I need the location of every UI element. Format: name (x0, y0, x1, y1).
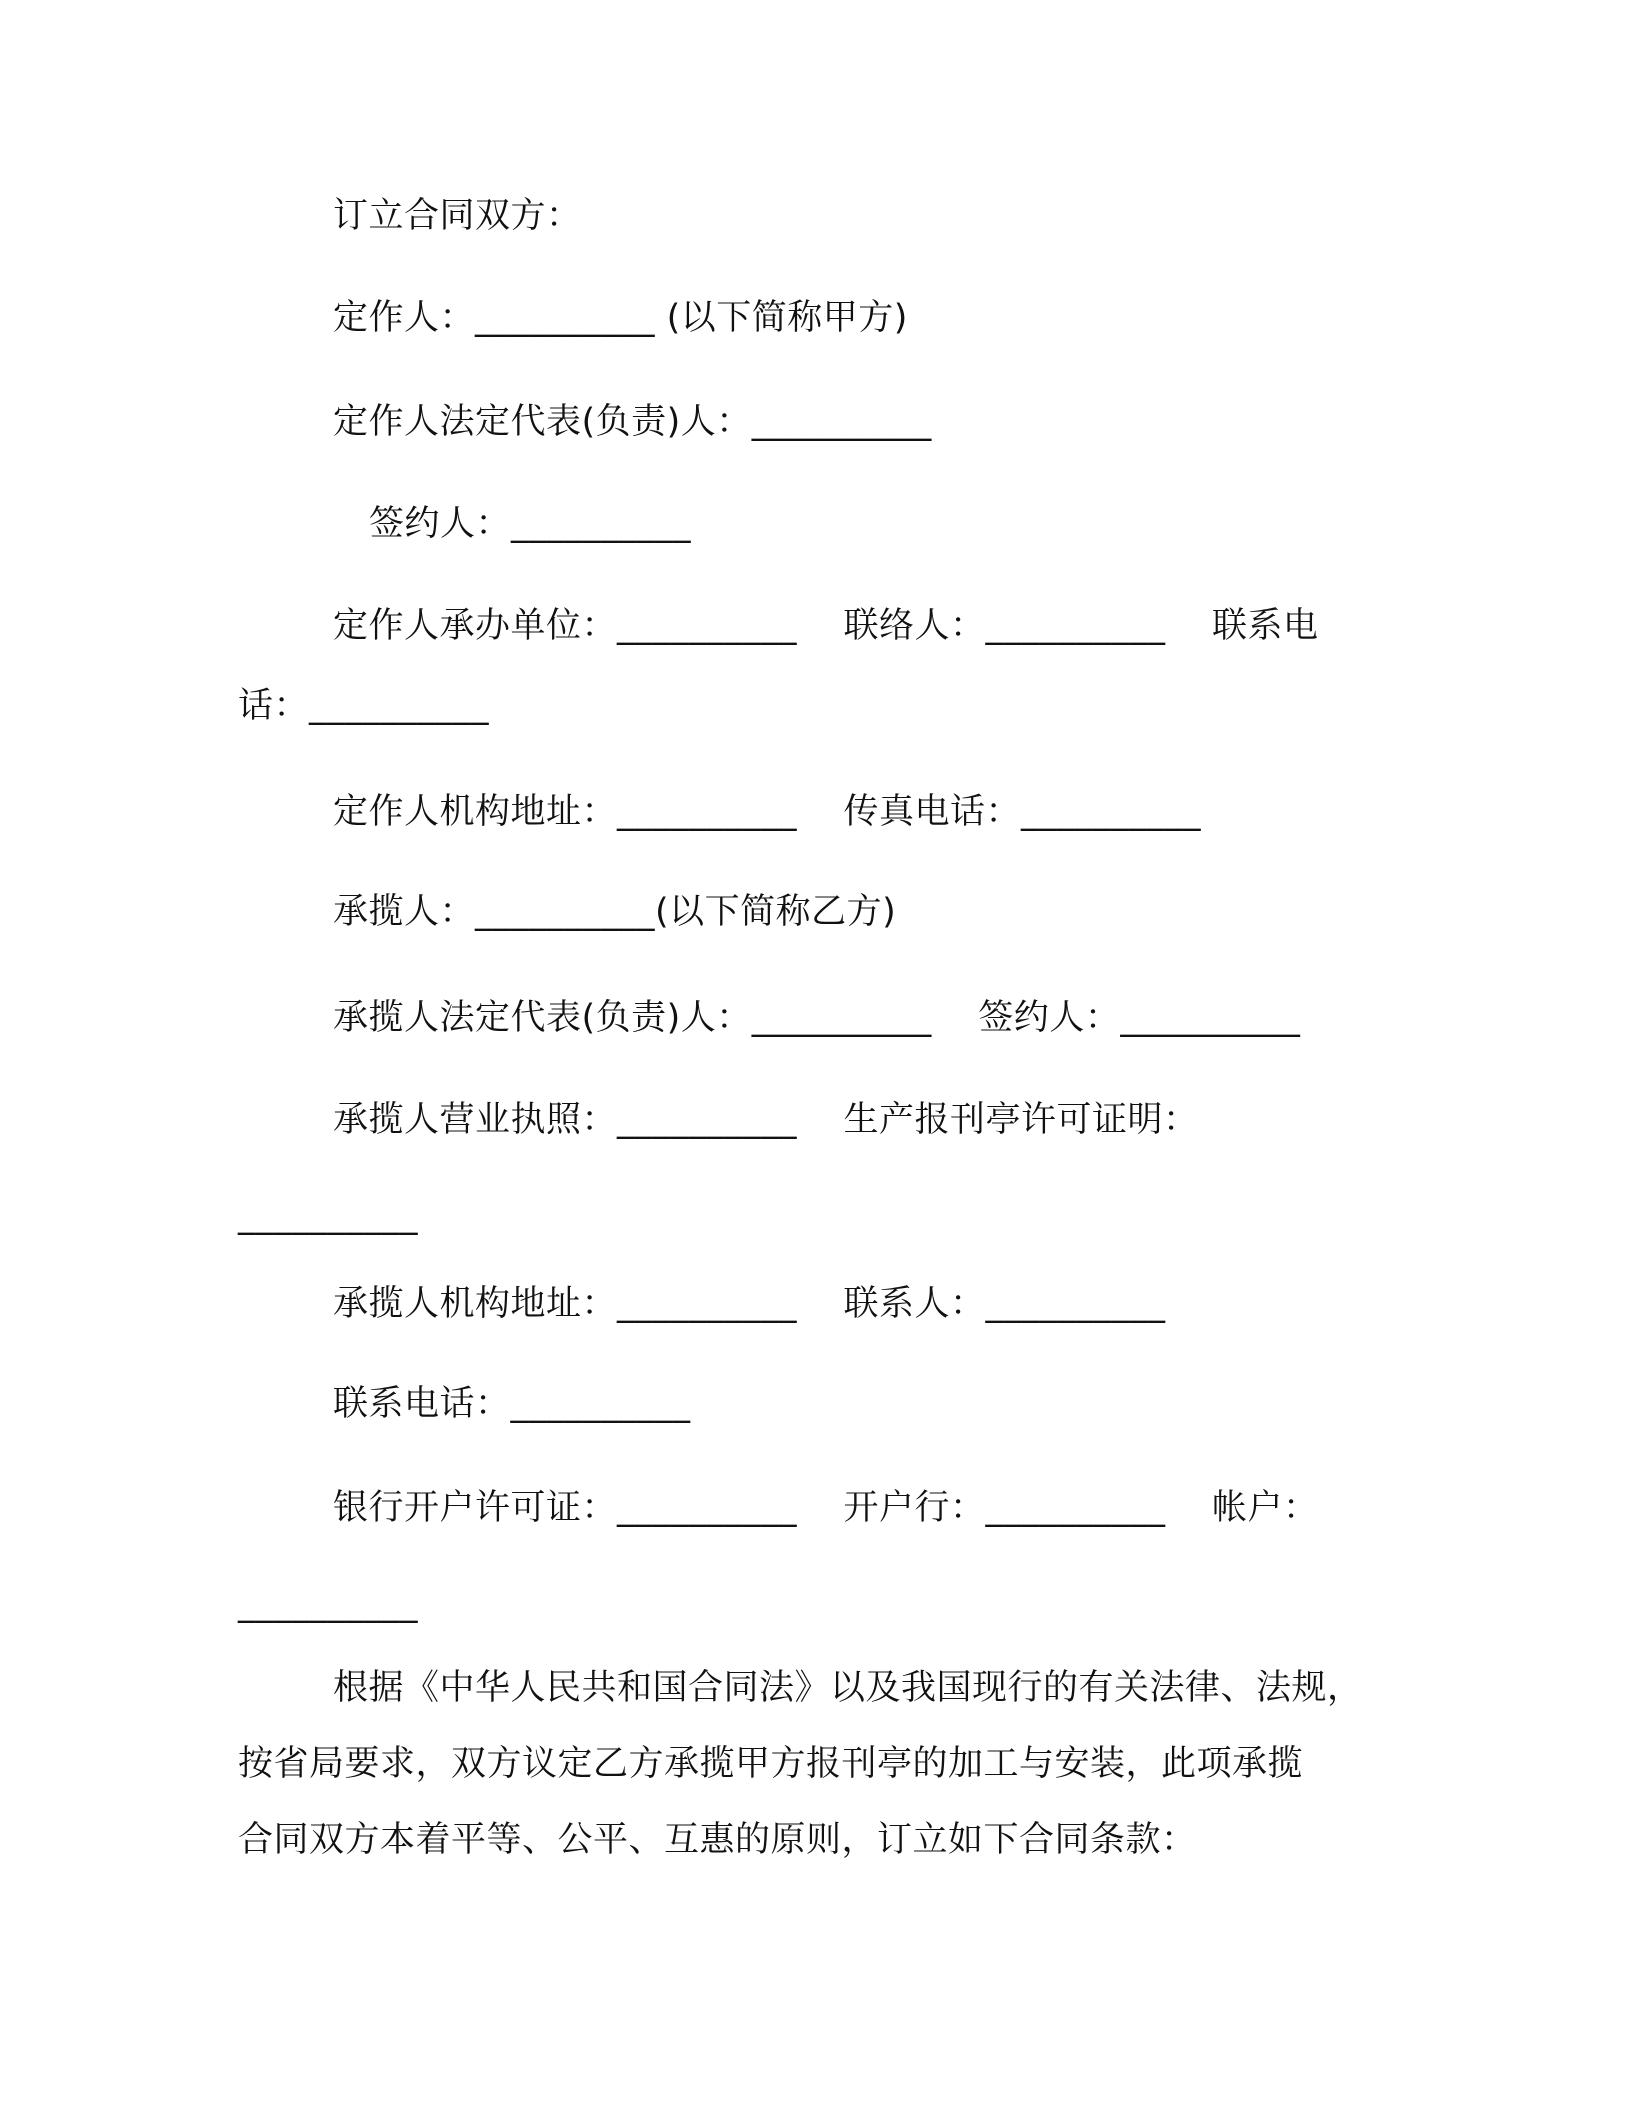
client-address-line: 定作人机构地址：__________ 传真电话：__________ (333, 792, 1202, 832)
client-unit-line-2: 话：__________ (238, 686, 490, 726)
client-line: 定作人：__________ (以下简称甲方) (333, 298, 908, 338)
preamble-line-3: 合同双方本着平等、公平、互惠的原则，订立如下合同条款： (238, 1820, 1197, 1860)
contractor-legal-rep-line: 承揽人法定代表(负责)人：__________ 签约人：__________ (333, 998, 1301, 1038)
client-legal-rep-line: 定作人法定代表(负责)人：__________ (333, 402, 932, 442)
contractor-license-line-1: 承揽人营业执照：__________ 生产报刊亭许可证明： (333, 1100, 1199, 1140)
contractor-license-line-2: __________ (238, 1196, 418, 1236)
client-signatory-line: 签约人：__________ (369, 504, 692, 544)
preamble-line-2: 按省局要求，双方议定乙方承揽甲方报刊亭的加工与安装，此项承揽 (238, 1744, 1304, 1784)
bank-line-1: 银行开户许可证：__________ 开户行：__________ 帐户： (333, 1488, 1319, 1528)
contractor-phone-line: 联系电话：__________ (333, 1384, 691, 1424)
parties-heading: 订立合同双方： (333, 196, 582, 236)
contractor-line: 承揽人：__________(以下简称乙方) (333, 892, 897, 932)
contractor-address-line: 承揽人机构地址：__________ 联系人：__________ (333, 1284, 1166, 1324)
client-unit-line-1: 定作人承办单位：__________ 联络人：__________ 联系电 (333, 606, 1319, 646)
preamble-line-1: 根据《中华人民共和国合同法》以及我国现行的有关法律、法规， (333, 1668, 1363, 1708)
bank-line-2: __________ (238, 1584, 418, 1624)
